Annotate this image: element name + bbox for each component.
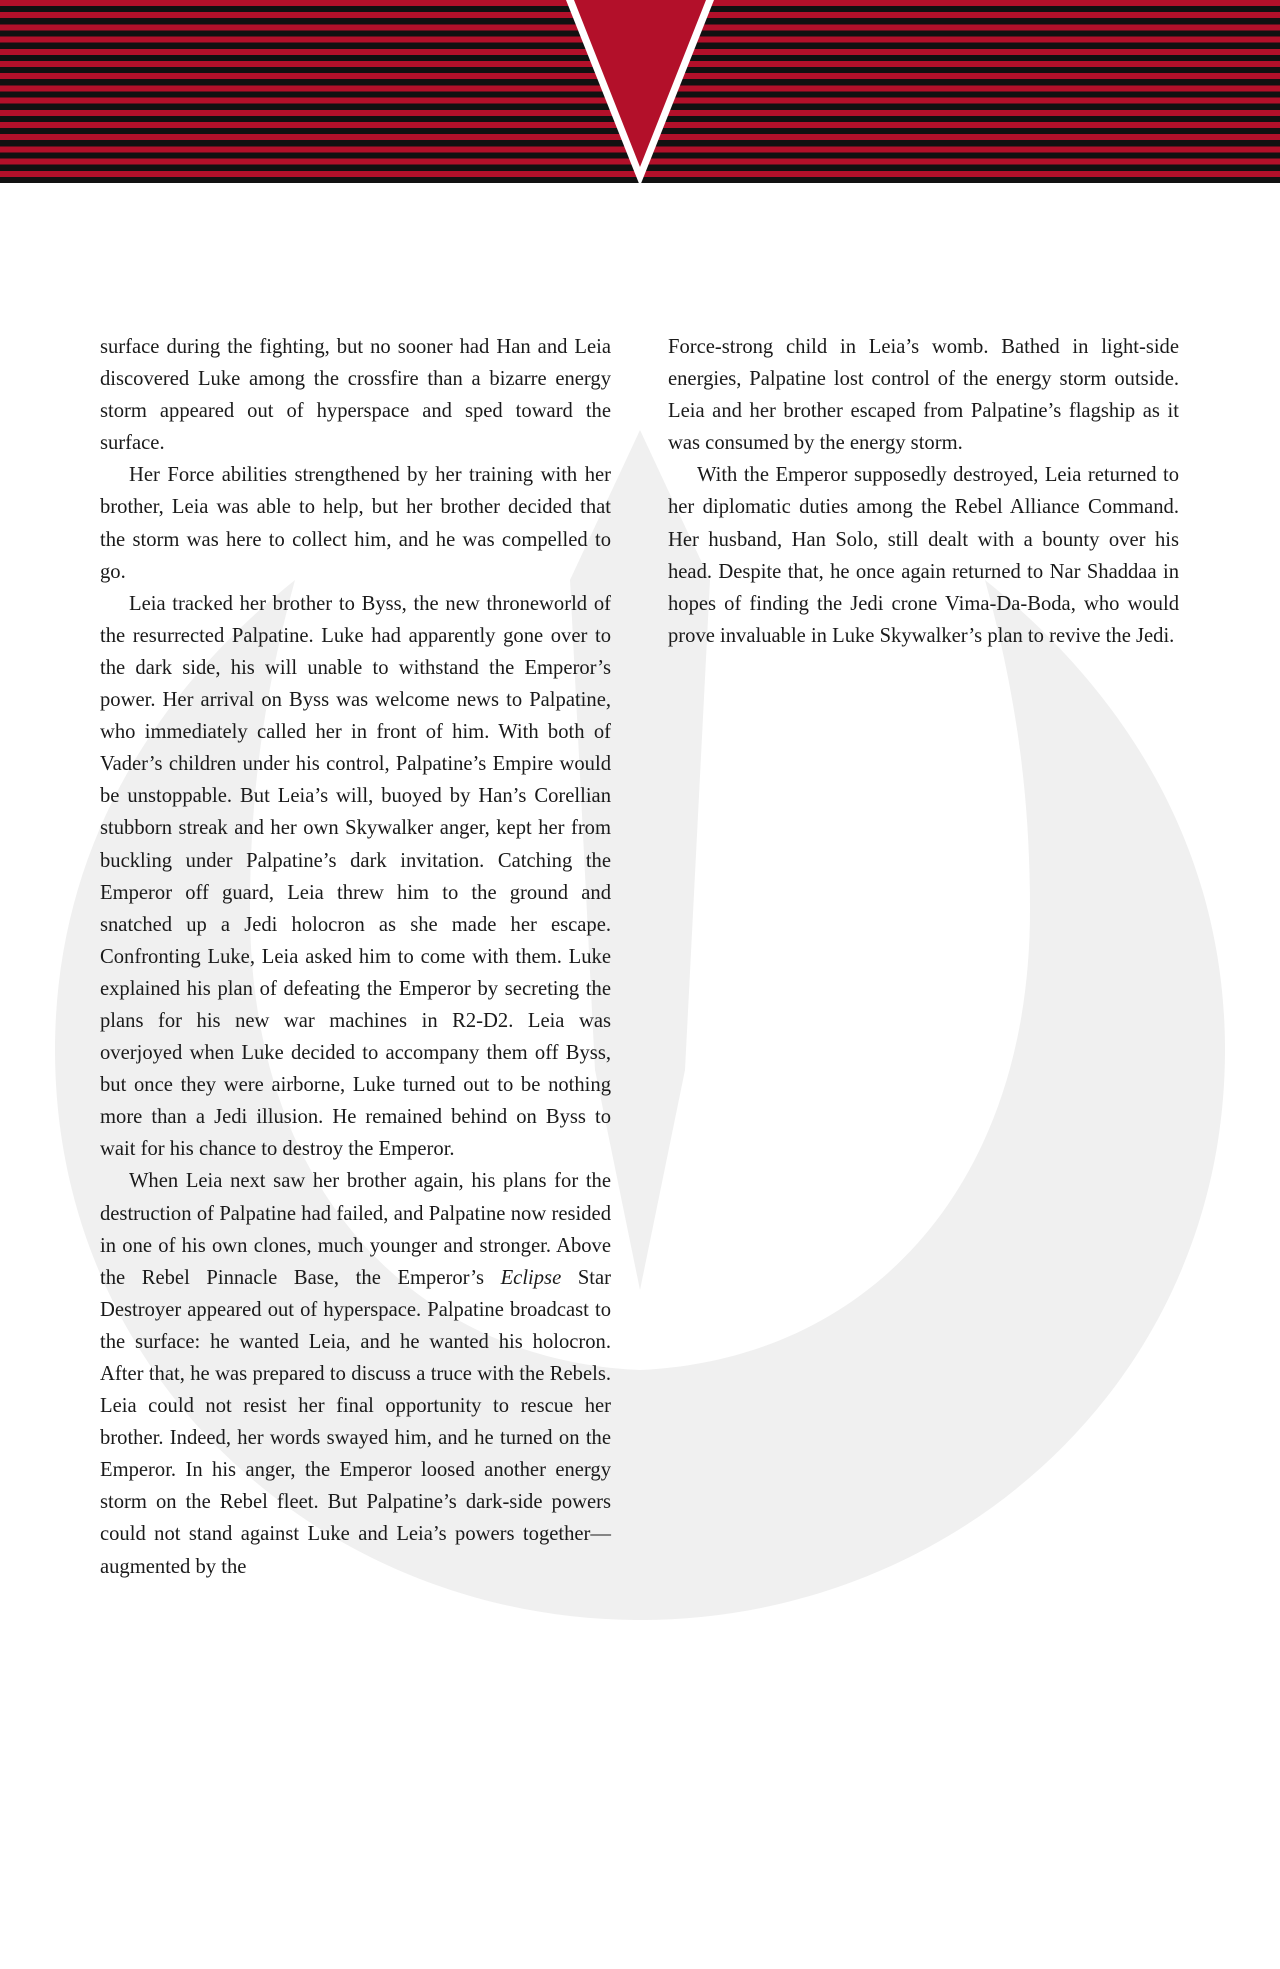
left-text-column <box>100 331 611 1583</box>
ship-name: Eclipse <box>500 1266 562 1289</box>
red-triangle-emblem-icon <box>566 0 714 186</box>
right-text-column <box>668 331 1179 652</box>
paragraph-continuation: Force-strong child in Leia’s womb. Bathed in light-side energies, Palpatine lost control of the energy storm outside. Leia and her brother escaped from Palpatine’s flagship as it was consumed by the energy storm. <box>668 336 1179 455</box>
paragraph-pinnacle-base <box>100 1165 611 1582</box>
paragraph-text: Star Destroyer appeared out of hyperspace. Palpatine broadcast to the surface: he wanted Leia, and he wanted his holocron. After that, he was prepared to discuss a truce with the Rebels. Leia could not resist her final opportunity to rescue her brother. Indeed, her words swayed him, and he turned on the Emperor. In his anger, the Emperor loosed another energy storm on the Rebel fleet. But Palpatine’s dark-side powers could not stand against Luke and Leia’s powers together—augmented by the <box>100 1266 611 1578</box>
paragraph-storm: Her Force abilities strengthened by her training with her brother, Leia was able to help, but her brother decided that the storm was here to collect him, and he was compelled to go. <box>100 464 611 583</box>
paragraph-text: When Leia next saw her brother again, his plans for the destruction of Palpatine had failed, and Palpatine now resided in one of his own clones, much younger and stronger. Above the Rebel Pinnacle Base, the Emperor’s <box>100 1170 611 1289</box>
paragraph-byss: Leia tracked her brother to Byss, the new throneworld of the resurrected Palpatine. Luke had apparently gone over to the dark side, his will unable to withstand the Emperor’s power. Her arrival on Byss was welcome news to Palpatine, who immediately called her in front of him. With both of Vader’s children under his control, Palpatine’s Empire would be unstoppable. But Leia’s will, buoyed by Han’s Corellian stubborn streak and her own Skywalker anger, kept her from buckling under Palpatine’s dark invitation. Catching the Emperor off guard, Leia threw him to the ground and snatched up a Jedi holocron as she made her escape. Confronting Luke, Leia asked him to come with them. Luke explained his plan of defeating the Emperor by secreting the plans for his new war machines in R2-D2. Leia was overjoyed when Luke decided to accompany them off Byss, but once they were airborne, Luke turned out to be nothing more than a Jedi illusion. He remained behind on Byss to wait for his chance to destroy the Emperor. <box>100 592 611 1161</box>
paragraph-diplomatic-duties: With the Emperor supposedly destroyed, Leia returned to her diplomatic duties among the Rebel Alliance Command. Her husband, Han Solo, still dealt with a bounty over his head. Despite that, he once again returned to Nar Shaddaa in hopes of finding the Jedi crone Vima-Da-Boda, who would prove invaluable in Luke Skywalker’s plan to revive the Jedi. <box>668 464 1179 647</box>
paragraph-continuation: surface during the fighting, but no sooner had Han and Leia discovered Luke among the crossfire than a bizarre energy storm appeared out of hyperspace and sped toward the surface. <box>100 336 611 455</box>
